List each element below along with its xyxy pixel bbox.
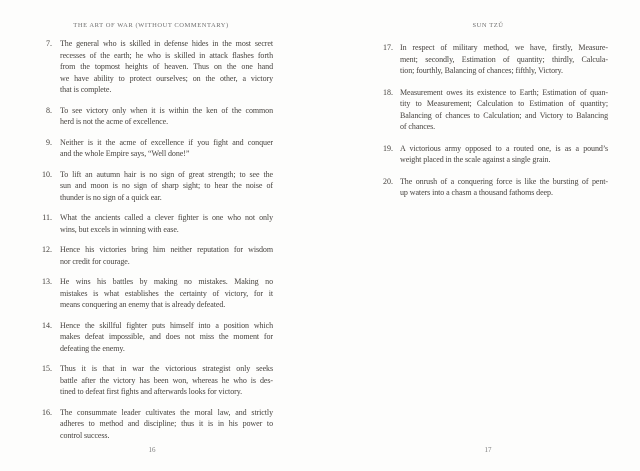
text-line: Thus it is that in war the victorious strategist only seeks (60, 364, 273, 373)
item-text (60, 38, 273, 96)
item-number: 7. (46, 39, 52, 48)
item-text (60, 276, 273, 311)
item-text (60, 212, 273, 235)
list-item (378, 87, 608, 133)
list-item (37, 105, 273, 128)
item-number: 13. (42, 277, 52, 286)
item-text (400, 176, 608, 199)
text-line: that is complete. (60, 85, 112, 94)
item-text (60, 105, 273, 128)
item-number: 9. (46, 137, 52, 147)
text-line: A victorious army opposed to a routed one, is as a pound’s (400, 143, 608, 153)
item-number: 16. (42, 407, 52, 417)
text-line: tion; fourthly, Balancing of chances; fifthly, Victory. (400, 66, 563, 75)
text-line: Measurement owes its existence to Earth; Estimation of quan- (400, 87, 608, 97)
text-line: control success. (60, 430, 110, 440)
text-line: The onrush of a conquering force is like the bursting of pent- (400, 176, 608, 186)
list-item (37, 212, 273, 235)
list-item (37, 276, 273, 311)
text-line: He wins his battles by making no mistakes. Making no (60, 277, 273, 286)
text-line: recesses of the earth; he who is skilled in attack flashes forth (60, 50, 273, 60)
text-line: Hence his victories bring him neither reputation for wisdom (60, 245, 273, 254)
text-line: mistakes is what establishes the certainty of victory, for it (60, 288, 273, 298)
text-line: Hence the skillful fighter puts himself into a position which (60, 320, 273, 330)
list-item (37, 169, 273, 204)
item-number: 15. (42, 364, 52, 373)
text-line: battle after the victory has been won, whereas he who is des- (60, 375, 273, 385)
text-line: To lift an autumn hair is no sign of great strength; to see the (60, 169, 273, 179)
item-number: 10. (42, 169, 52, 179)
item-text (400, 143, 608, 166)
list-item (378, 176, 608, 199)
item-text (60, 244, 273, 267)
text-line: To see victory only when it is within the ken of the common (60, 105, 273, 115)
text-line: The consummate leader cultivates the moral law, and strictly (60, 407, 273, 417)
text-line: The general who is skilled in defense hides in the most secret (60, 39, 273, 48)
text-line: sun and moon is no sign of sharp sight; to hear the noise of (60, 181, 273, 190)
list-item (378, 143, 608, 166)
text-line: means conquering an enemy that is already defeated. (60, 300, 226, 309)
text-line: weight placed in the scale against a single grain. (400, 155, 551, 164)
item-text (400, 42, 608, 77)
list-item (37, 363, 273, 398)
text-line: up waters into a chasm a thousand fathoms deep. (400, 188, 553, 197)
list-item (37, 407, 273, 442)
text-line: Neither is it the acme of excellence if you fight and conquer (60, 137, 273, 147)
item-number: 18. (383, 87, 393, 97)
item-number: 20. (383, 176, 393, 186)
text-line: tined to defeat first fights and afterwards looks for victory. (60, 387, 243, 396)
item-number: 12. (42, 245, 52, 254)
text-line: herd is not the acme of excellence. (60, 117, 169, 126)
list-item (37, 244, 273, 267)
item-number: 14. (42, 320, 52, 330)
left-running-header: THE ART OF WAR (WITHOUT COMMENTARY) (73, 22, 229, 29)
left-page-items (37, 38, 273, 450)
item-text (400, 87, 608, 133)
right-running-header: SUN TZŬ (472, 22, 504, 29)
text-line: ment; secondly, Estimation of quantity; thirdly, Calcula- (400, 54, 608, 64)
text-line: adheres to method and discipline; thus it is in his power to (60, 419, 273, 428)
text-line: from the topmost heights of heaven. Thus on the one hand (60, 62, 273, 71)
list-item (37, 38, 273, 96)
list-item (37, 320, 273, 355)
item-text (60, 320, 273, 355)
text-line: wins, but excels in winning with ease. (60, 224, 179, 234)
item-text (60, 407, 273, 442)
right-page-items (378, 42, 608, 209)
text-line: tity to Measurement; Calculation to Estimation of quantity; (400, 99, 608, 108)
text-line: defeating the enemy. (60, 343, 125, 353)
item-text (60, 137, 273, 160)
left-page-number: 16 (148, 446, 156, 454)
text-line: Balancing of chances to Calculation; and Victory to Balancing (400, 110, 608, 120)
text-line: nor credit for courage. (60, 256, 130, 266)
item-number: 17. (383, 43, 393, 52)
text-line: In respect of military method, we have, firstly, Measure- (400, 43, 608, 52)
item-number: 19. (383, 143, 393, 153)
text-line: makes defeat impossible, and does not miss the moment for (60, 332, 273, 341)
item-text (60, 363, 273, 398)
list-item (37, 137, 273, 160)
text-line: of chances. (400, 122, 436, 131)
text-line: thunder is no sign of a quick ear. (60, 192, 162, 202)
text-line: and the whole Empire says, “Well done!” (60, 149, 190, 158)
right-page-number: 17 (484, 446, 492, 454)
item-number: 8. (46, 105, 52, 115)
text-line: What the ancients called a clever fighter is one who not only (60, 213, 273, 222)
text-line: we have ability to protect ourselves; on the other, a victory (60, 73, 273, 83)
item-number: 11. (42, 213, 52, 222)
item-text (60, 169, 273, 204)
list-item (378, 42, 608, 77)
